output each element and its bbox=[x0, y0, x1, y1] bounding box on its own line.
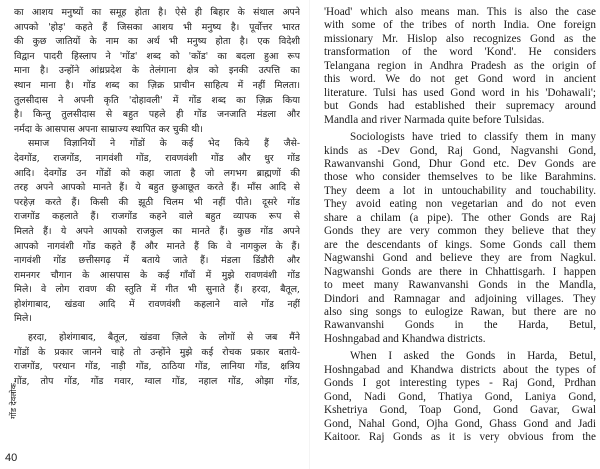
hindi-line: परहेज़ करते हैं। किसी की झूठी चिलम भी नहीं पीते। दूसरे गोंड bbox=[14, 196, 300, 208]
hindi-line: राजगोंड कहलाते हैं। राजगोंड कहने वाले बहुत व्यापक रूप से bbox=[14, 211, 300, 223]
english-column bbox=[324, 6, 596, 445]
hindi-line: है। किन्तु तुलसीदास से बहुत पहले ही गोंड जनजाति मंडला और bbox=[14, 109, 300, 121]
english-line: Hoshngabad and Khandwa districts about the types of bbox=[324, 363, 596, 376]
english-line: Mandla and river Narmada quite before Tulsidas. bbox=[324, 113, 545, 126]
hindi-line: माना है। उन्होंने आंध्रप्रदेश के तेलंगाना क्षेत्र को इनकी उत्पत्ति का bbox=[14, 65, 300, 77]
english-line: Rawanvanshi Gond, Dhur Gond etc. Dev Gonds are bbox=[324, 157, 596, 170]
english-line: Sociologists have tried to classify them in many bbox=[350, 131, 596, 144]
hindi-line: रामनगर चौगान के आसपास के कई गाँवों में मुझे रावणवंशी गोंड bbox=[14, 269, 300, 281]
hindi-line: आपको 'होड़' कहते हैं जिसका आशय भी मनुष्य है। पूर्वोत्तर भारत bbox=[14, 21, 300, 33]
english-line: literature. Tulsi has used Gond word in his 'Dohawali'; bbox=[324, 86, 596, 99]
hindi-line: देवगोंड, राजगोंड, नागवंशी गोंड, रावणवंशी गोंड और धुर गोंड bbox=[14, 152, 300, 164]
english-line: Gond, Nahal Gond, Ojha Gond, Ghass Gond and Jadi bbox=[324, 417, 596, 430]
english-line: Kshetriya Gond, Toap Gond, Gond Gavar, Gwal bbox=[324, 404, 596, 417]
english-line: transformation of the word 'Kond'. He considers bbox=[324, 46, 596, 59]
english-line: 'Hoad' which also means man. This is also the case bbox=[324, 6, 596, 18]
english-line: share a chilam (a pipe). The other Gonds are Raj bbox=[324, 211, 596, 224]
hindi-line: गोंडों के प्रकार जानने चाहे तो उन्होंने मुझे कई रोचक प्रकार बताये- bbox=[14, 346, 300, 358]
english-line: Nagwanshi Gond and believe they are from Nagkul. bbox=[324, 252, 596, 265]
hindi-line: तुलसीदास ने अपनी कृति 'दोहावली' में गोंड शब्द का ज़िक्र किया bbox=[14, 94, 300, 106]
hindi-column bbox=[14, 6, 300, 389]
hindi-line: आपको नागवंशी गोंड कहते हैं और मानते हैं कि वे नागकुल के हैं। bbox=[14, 240, 300, 252]
english-line: Gonds I got interesting types - Raj Gond, Prdhan bbox=[324, 377, 596, 390]
running-header: गोंड देवलोक bbox=[9, 383, 18, 419]
english-line: those who consider themselves to be like Barahmins. bbox=[324, 171, 596, 184]
hindi-line: का आशय मनुष्यों का समूह होता है। ऐसे ही बिहार के संथाल अपने bbox=[14, 7, 300, 18]
hindi-line: मिलते हैं। ये अपने आपको राजकुल का मानते हैं। कुछ गोंड अपने bbox=[14, 225, 300, 237]
english-line: also sing songs to eulogize Rawan, but there are no bbox=[324, 305, 596, 318]
english-line: Telangana region in Andhra Pradesh as the origin of bbox=[324, 59, 596, 72]
hindi-line: तरह अपने आपको मानते हैं। ये बहुत छुआछूत करते हैं। माँस आदि से bbox=[14, 182, 300, 194]
english-line: Hoshngabad and Khandwa districts. bbox=[324, 332, 486, 345]
english-line: Gonds they are very common they believe that they bbox=[324, 225, 596, 238]
english-line: They deem a lot in untouchability and touchability. bbox=[324, 184, 596, 197]
page-gutter bbox=[309, 0, 310, 469]
hindi-line: की कुछ जातियों के नाम का अर्थ भी मनुष्य होता है। एक विदेशी bbox=[14, 36, 300, 48]
english-line: When I asked the Gonds in Harda, Betul, bbox=[350, 350, 596, 363]
hindi-line: स्थान माना है। गोंड शब्द का ज़िक्र प्राचीन साहित्य में नहीं मिलता। bbox=[14, 79, 300, 91]
hindi-line: मिले। bbox=[14, 313, 32, 325]
hindi-line: नागवंशी गोंड छत्तीसगढ़ में बताये जाते हैं। मंडला डिंडौरी और bbox=[14, 255, 300, 267]
english-line: Gond, Nadi Gond, Thatiya Gond, Laniya Gond, bbox=[324, 390, 596, 403]
hindi-line: गोंड, तोप गोंड, गोंड गवार, ग्वाल गोंड, नहाल गोंड, ओझा गोंड, bbox=[14, 375, 300, 387]
hindi-line: नर्मदा के आसपास अपना साम्राज्य स्थापित कर चुकी थी। bbox=[14, 123, 203, 135]
english-line: Kaitoor. Raj Gonds as it is very obvious from the bbox=[324, 431, 596, 444]
english-line: are the descendants of kings. Some Gonds call them bbox=[324, 238, 596, 251]
english-line: kinds as -Dev Gond, Raj Gond, Nagvanshi Gond, bbox=[324, 144, 596, 157]
hindi-line: मिले। वे लोग रावण की स्तुति में गीत भी सुनाते हैं। हरदा, बैतूल, bbox=[14, 284, 300, 296]
english-line: Rawanvanshi Gonds in the Harda, Betul, bbox=[324, 319, 596, 332]
english-line: missionary Mr. Hislop also recognizes Gond as the bbox=[324, 32, 596, 45]
hindi-line: समाज विज्ञानियों ने गोंडों के कई भेद किये हैं जैसे- bbox=[28, 138, 300, 150]
hindi-line: विद्वान पादरी हिस्लाप ने 'गोंड' शब्द को 'कोंड' का बदला हुआ रूप bbox=[14, 50, 300, 62]
english-line: to meet many Rawanvanshi Gonds in the Mandla, bbox=[324, 279, 596, 292]
english-line: Nagwanshi Gonds are there in Chhattisgarh. I happen bbox=[324, 265, 596, 278]
english-line: Dindori and Ramnagar and adjoining villages. They bbox=[324, 292, 596, 305]
english-line: They avoid eating non vegetarian and do not even bbox=[324, 198, 596, 211]
hindi-line: राजगोंड, परधान गोंड, नाड़ी गोंड, ठाठिया गोंड, लानिया गोंड, क्षत्रिय bbox=[14, 361, 300, 373]
english-line: but Gonds had established their supremacy around bbox=[324, 100, 596, 113]
page-number: 40 bbox=[5, 452, 18, 464]
english-line: this word. We do not get Gond word in ancient bbox=[324, 73, 596, 86]
hindi-line: आदि। देवगोंड उन गोंडों को कहा जाता है जो लगभग ब्राह्मणों की bbox=[14, 167, 300, 179]
hindi-line: होशंगाबाद, खंडवा आदि में रावणवंशी कहलाने वाले गोंड नहीं bbox=[14, 298, 300, 310]
hindi-line: हरदा, होशंगाबाद, बैतूल, खंडवा ज़िले के लोगों से जब मैंने bbox=[28, 332, 300, 344]
english-line: with some of the tribes of north India. One foreign bbox=[324, 19, 596, 32]
